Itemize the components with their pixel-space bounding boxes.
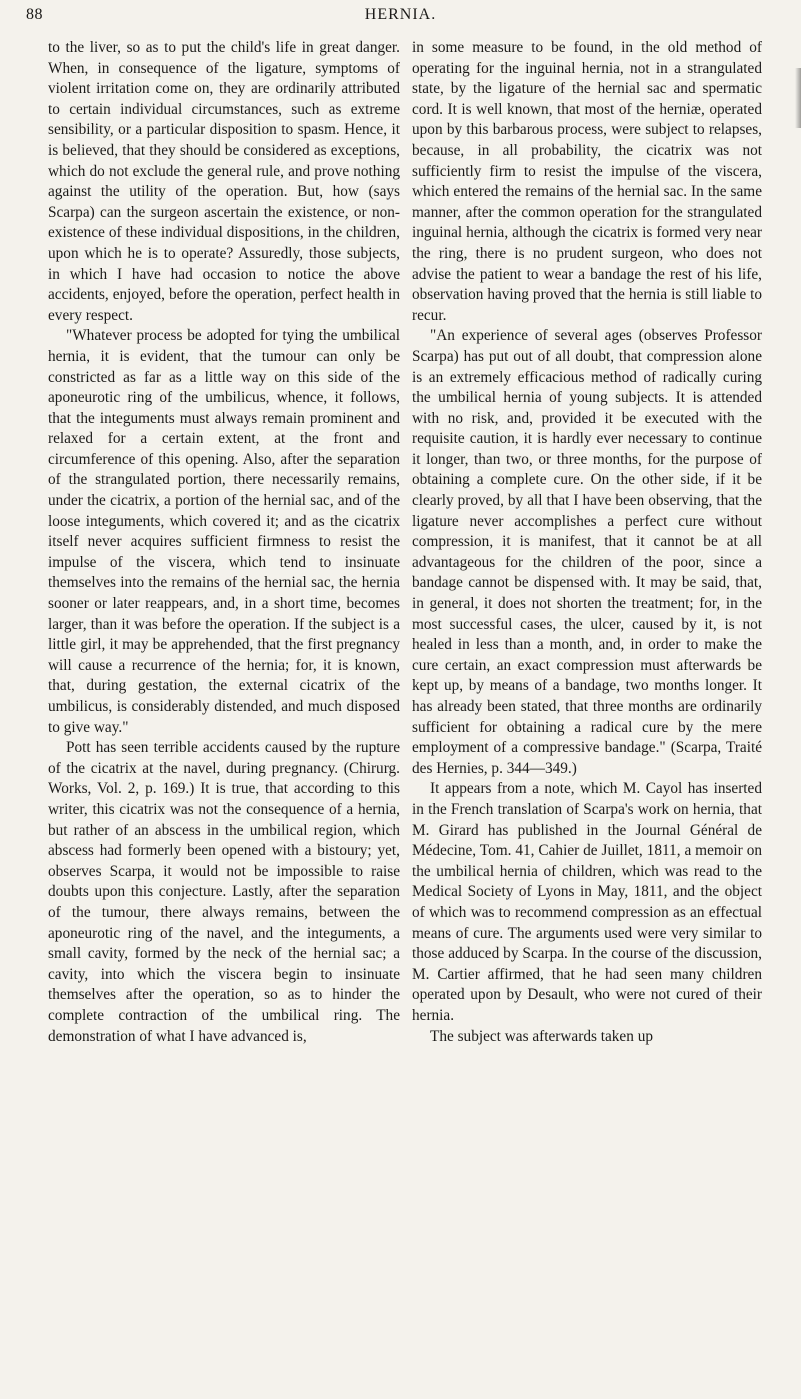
left-paragraph-3: Pott has seen terrible accidents caused by the rupture of the cicatrix at the navel, during pregnancy. (Chirurg. Works, Vol. 2, p. 169.) It is true, that according to this writer, this cicatrix was not the consequence of a hernia, but rather of an abscess in the umbilical region, which abscess had formerly been opened with a bistoury; yet, observes Scarpa, it would not be impossible to raise doubts upon this conjecture. Lastly, after the separation of the tumour, there always remains, between the aponeurotic ring of the navel, and the integuments, a small cavity, formed by the neck of the hernial sac; a cavity, into which the viscera begin to insinuate themselves after the operation, so as to hinder the complete contraction of the umbilical ring. The demonstration of what I have advanced is, — [48, 739, 400, 1045]
right-paragraph-3: It appears from a note, which M. Cayol has inserted in the French translation of Scarpa's work on hernia, that M. Girard has published in the Journal Général de Médecine, Tom. 41, Cahier de Juillet, 1811, a memoir on the umbilical hernia of children, which was read to the Medical Society of Lyons in May, 1811, and the object of which was to recommend compression as an effectual means of cure. The arguments used were very similar to those adduced by Scarpa. In the course of the discussion, M. Cartier affirmed, that he had seen many children operated upon by Desault, who were not cured of their hernia. — [412, 780, 762, 1024]
page-header — [26, 6, 775, 30]
left-paragraph-2: "Whatever process be adopted for tying the umbilical hernia, it is evident, that the tumour can only be constricted as far as a little way on this side of the aponeurotic ring of the umbilicus, whence, it follows, that the integuments must always remain prominent and relaxed for a certain extent, at the front and circumference of this opening. Also, after the separation of the strangulated portion, there necessarily remains, under the cicatrix, a portion of the hernial sac, and of the loose integuments, which covered it; and as the cicatrix itself never acquires sufficient firmness to resist the impulse of the viscera, which tend to insinuate themselves into the remains of the hernial sac, the hernia sooner or later reappears, and, in a short time, becomes larger, than it was before the operation. If the subject is a little girl, it may be apprehended, that the first pregnancy will cause a recurrence of the hernia; for, it is known, that, during gestation, the external cicatrix of the umbilicus, is considerably distended, and much disposed to give way." — [48, 327, 400, 736]
right-paragraph-2: "An experience of several ages (observes Professor Scarpa) has put out of all doubt, that compression alone is an extremely efficacious method of radically curing the umbilical hernia of young subjects. It is attended with no risk, and, provided it be executed with the requisite caution, it is hardly ever necessary to continue it longer, than two, or three months, for the purpose of obtaining a complete cure. On the other side, if it be clearly proved, by all that I have been observing, that the ligature never accomplishes a perfect cure without compression, it is manifest, that it cannot be at all advantageous for the children of the poor, since a bandage cannot be dispensed with. It may be said, that, in general, it does not shorten the treatment; for, in the most successful cases, the ulcer, caused by it, is not healed in less than a month, and, in order to make the cure certain, an exact compression must afterwards be kept up, by means of a bandage, two months longer. It has already been stated, that three months are ordinarily sufficient for obtaining a radical cure by the mere employment of a compressive bandage." (Scarpa, Traité des Hernies, p. 344—349.) — [412, 327, 762, 777]
right-paragraph-4: The subject was afterwards taken up — [430, 1027, 653, 1045]
left-column — [48, 38, 400, 1047]
running-head: HERNIA. — [364, 6, 437, 23]
page-number: 88 — [26, 6, 43, 23]
right-column — [412, 38, 762, 1047]
page-edge-shadow — [795, 68, 801, 128]
right-paragraph-1: in some measure to be found, in the old method of operating for the inguinal hernia, not in a strangulated state, by the ligature of the hernial sac and spermatic cord. It is well known, that most of the herniæ, operated upon by this barbarous process, were subject to relapses, because, in all probability, the cicatrix was not sufficiently firm to resist the impulse of the viscera, which entered the remains of the hernial sac. In the same manner, after the common operation for the strangulated inguinal hernia, although the cicatrix is formed very near the ring, there is no prudent surgeon, who does not advise the patient to wear a bandage the rest of his life, observation having proved that the hernia is still liable to recur. — [412, 39, 762, 324]
left-paragraph-1: to the liver, so as to put the child's life in great danger. When, in consequence of the ligature, symptoms of violent irritation come on, they are ordinarily attributed to certain individual circumstances, such as extreme sensibility, or a particular disposition to spasm. Hence, it is believed, that they should be considered as exceptions, which do not exclude the general rule, and prove nothing against the utility of the operation. But, how (says Scarpa) can the surgeon ascertain the existence, or non-existence of these individual dispositions, in the children, upon which he is to operate? Assuredly, those subjects, in which I have had occasion to notice the above accidents, enjoyed, before the operation, perfect health in every respect. — [48, 39, 400, 324]
